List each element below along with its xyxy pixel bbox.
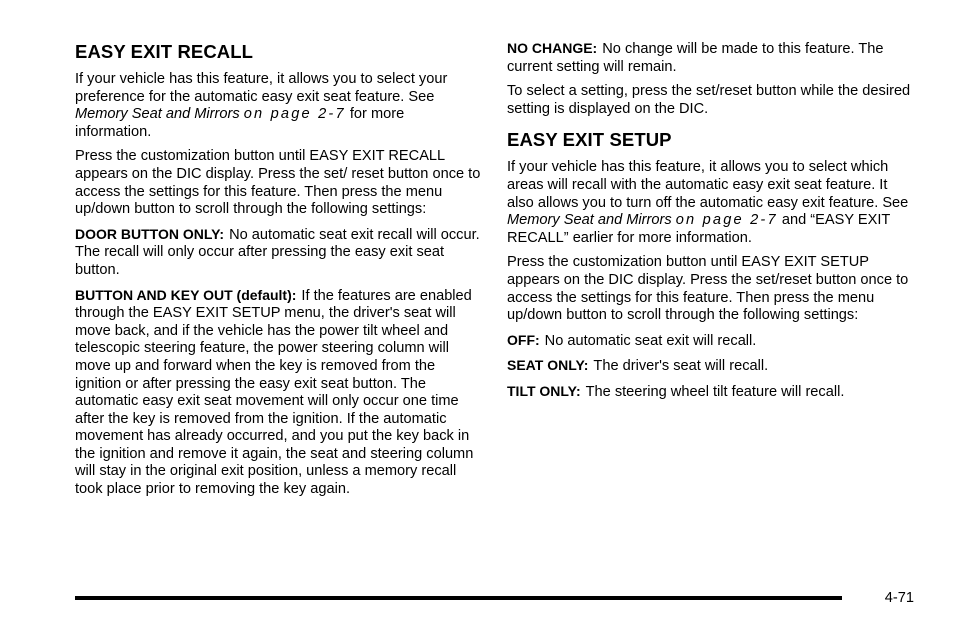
footer-rule bbox=[75, 596, 842, 600]
option-text: No automatic seat exit recall will occur. The recall will only occur after pressing the easy exit seat button. bbox=[75, 226, 480, 278]
recall-intro-paragraph bbox=[75, 71, 483, 141]
section-title-easy-exit-recall: EASY EXIT RECALL bbox=[75, 41, 254, 62]
setup-reference-page: on page 2-7 bbox=[675, 212, 778, 229]
option-text: The driver's seat will recall. bbox=[593, 358, 769, 375]
recall-reference-page: on page 2-7 bbox=[243, 106, 346, 123]
option-label: NO CHANGE: bbox=[507, 40, 598, 56]
option-text: The steering wheel tilt feature will recall. bbox=[585, 383, 845, 400]
option-text: No change will be made to this feature. The current setting will remain. bbox=[507, 41, 884, 75]
left-column bbox=[75, 40, 483, 506]
setup-intro-text: If your vehicle has this feature, it allows you to select which areas will recall with the automatic easy exit seat feature. It also allows you to turn off the automatic easy exit feature. See bbox=[507, 159, 909, 211]
page-number: 4-71 bbox=[884, 590, 914, 606]
option-label: TILT ONLY: bbox=[507, 382, 581, 399]
option-text: No automatic seat exit will recall. bbox=[544, 332, 757, 349]
setup-intro-reference bbox=[507, 212, 778, 228]
recall-reference-title: Memory Seat and Mirrors bbox=[75, 106, 240, 123]
option-label: OFF: bbox=[507, 331, 540, 348]
setup-intro-tail: and “EASY EXIT RECALL” earlier for more information. bbox=[507, 212, 891, 246]
recall-press-paragraph: Press the customization button until EASY EXIT RECALL appears on the DIC display. Press the set/ reset button once to access the settings for this feature. Then press the menu up/down button to scroll through the following settings: bbox=[75, 148, 481, 218]
option-door-button-only bbox=[75, 226, 483, 280]
option-label: BUTTON AND KEY OUT (default): bbox=[75, 286, 297, 303]
option-text: If the features are enabled through the EASY EXIT SETUP menu, the driver's seat will move back, and if the vehicle has the power tilt wheel and telescopic steering feature, the power steering column will move up and forward when the key is removed from the ignition or after pressing the easy exit seat button. The automatic easy exit seat movement will only occur one time after the key is removed from the ignition. If the automatic movement has already occurred, and you put the key back in the ignition and remove it again, the seat and steering column will stay in the original exit position, unless a memory recall took place prior to removing the key again. bbox=[75, 287, 474, 498]
option-no-change bbox=[507, 40, 911, 76]
option-label: SEAT ONLY: bbox=[507, 357, 589, 374]
option-seat-only bbox=[507, 357, 911, 376]
option-off bbox=[507, 332, 911, 351]
setup-intro-paragraph bbox=[507, 159, 911, 247]
setup-press-paragraph: Press the customization button until EASY EXIT SETUP appears on the DIC display. Press the set/reset button once to access the settings for this feature. Then press the menu up/down button to scroll through the following settings: bbox=[507, 254, 909, 324]
recall-intro-text: If your vehicle has this feature, it allows you to select your preference for the automatic easy exit seat feature. See bbox=[75, 71, 448, 105]
recall-intro-tail: for more information. bbox=[75, 106, 405, 140]
right-column bbox=[507, 40, 911, 409]
option-button-and-key-out bbox=[75, 287, 483, 499]
setup-reference-title: Memory Seat and Mirrors bbox=[507, 212, 672, 229]
section-title-easy-exit-setup: EASY EXIT SETUP bbox=[507, 129, 672, 151]
select-setting-paragraph: To select a setting, press the set/reset button while the desired setting is displayed on the DIC. bbox=[507, 83, 911, 117]
option-label: DOOR BUTTON ONLY: bbox=[75, 225, 225, 242]
option-tilt-only bbox=[507, 383, 911, 402]
recall-intro-reference bbox=[75, 106, 346, 122]
